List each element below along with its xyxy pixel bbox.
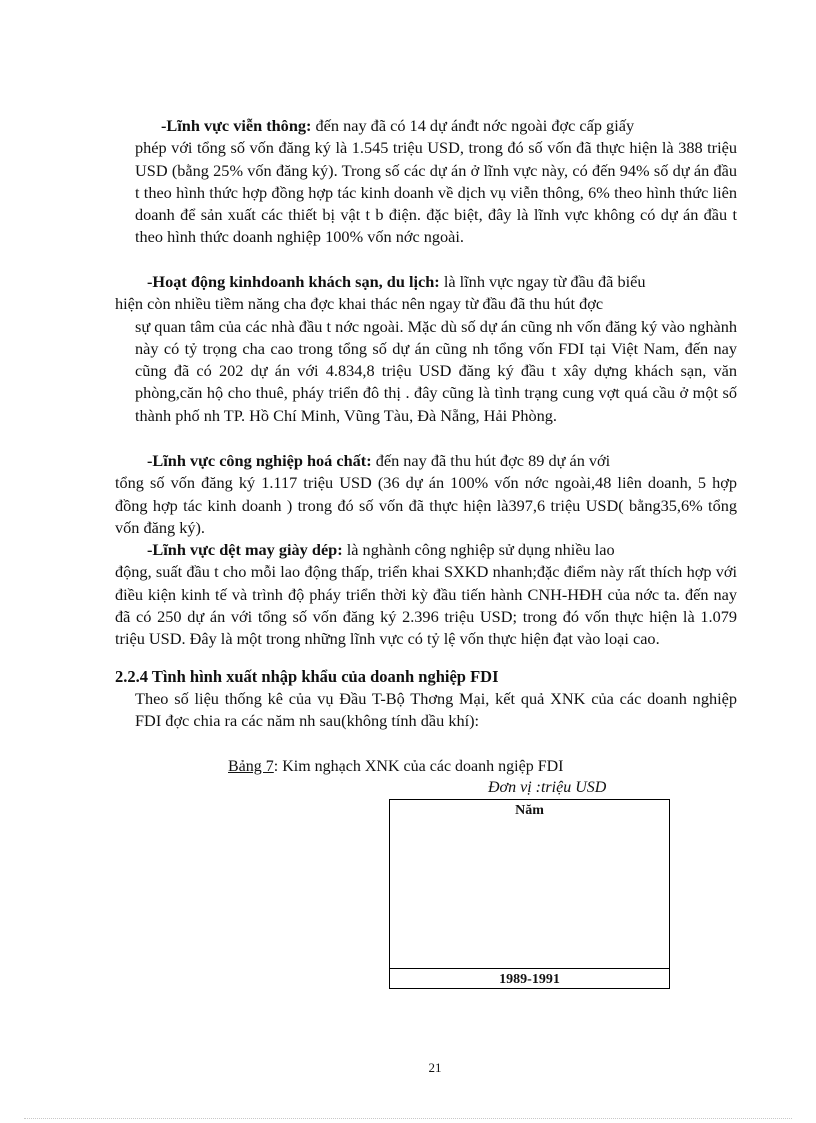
paragraph-text: là lĩnh vực ngay từ đầu đã biểu [443,272,646,291]
paragraph-text: hiện còn nhiều tiềm năng cha đợc khai thác nên ngay từ đầu đã thu hút đợc [115,294,604,314]
paragraph-heading: -Lĩnh vực viễn thông: [161,116,312,135]
paragraph-heading: -Lĩnh vực công nghiệp hoá chất: [147,451,372,470]
paragraph-text: là nghành công nghiệp sử dụng nhiều lao [346,540,615,559]
page-bottom-border [24,1118,792,1119]
table-unit: Đơn vị :triệu USD [488,779,607,796]
paragraph-chemical [115,450,737,539]
paragraph-heading: -Hoạt động kinhdoanh khách sạn, du lịch: [147,272,440,291]
paragraph-text: phép với tổng số vốn đăng ký là 1.545 triệu USD, trong đó số vốn đã thực hiện là 388 triệu USD (bằng 25% vốn đăng ký). Trong số các dự án ở lĩnh vực này, có đến 94% số dự án đầu t theo hình thức hợp đồng hợp tác kinh doanh về dịch vụ viễn thông, 6% theo hình thức liên doanh để sản xuất các thiết bị vật t b điện. đặc biệt, đây là lĩnh vực không có dự án đầu t theo hình thức doanh nghiệp 100% vốn nớc ngoài. [135,138,737,247]
paragraph-textile [115,539,737,650]
section-heading: 2.2.4 Tình hình xuất nhập khẩu của doanh nghiệp FDI [115,667,499,686]
paragraph-text: tổng số vốn đăng ký 1.117 triệu USD (36 dự án 100% vốn nớc ngoài,48 liên doanh, 5 hợp đồng hợp tác kinh doanh ) trong đó số vốn đã thực hiện là397,6 triệu USD( bằng35,6% tổng vốn đăng ký). [115,473,737,537]
paragraph-text: sự quan tâm của các nhà đầu t nớc ngoài. Mặc dù số dự án cũng nh vốn đăng ký vào nghành này có tỷ trọng cha cao trong tổng số dự án cũng nh tổng vốn FDI tại Việt Nam, đến nay cũng đã có 202 dự án với 4.834,8 triệu USD đăng ký đầu t xây dựng khách sạn, văn phòng,căn hộ cho thuê, pháy triển đô thị . đây cũng là tình trạng cung vợt quá cầu ở một số thành phố nh TP. Hồ Chí Minh, Vũng Tàu, Đà Nẵng, Hải Phòng. [135,316,737,425]
paragraph-text: động, suất đầu t cho mỗi lao động thấp, triển khai SXKD nhanh;đặc điểm này rất thích hợp với điều kiện kinh tế và trình độ pháy triển thời kỳ đầu tiến hành CNH-HĐH của nớc ta. đến nay đã có 250 dự án với tổng số vốn đăng ký 2.396 triệu USD; trong đó vốn thực hiện là 1.079 triệu USD. Đây là một trong những lĩnh vực có tỷ lệ vốn thực hiện đạt vào loại cao. [115,562,737,649]
table-caption [228,758,563,776]
table-column-header: Năm [515,803,544,818]
paragraph-heading: -Lĩnh vực dệt may giày dép: [147,540,343,559]
table-row: 1989-1991 [499,972,560,987]
page-number: 21 [428,1060,442,1075]
table-caption-label: Bảng 7 [228,758,274,775]
paragraph-telecom [135,115,737,249]
export-import-table [389,799,670,989]
paragraph-text: đến nay đã thu hút đợc 89 dự án với [375,451,611,470]
table-caption-text: : Kim nghạch XNK của các doanh ngiệp FDI [273,758,564,775]
paragraph-text: đến nay đã có 14 dự ánđt nớc ngoài đợc cấp giấy [315,116,635,135]
table-row-divider [390,968,669,969]
paragraph-hotel-tourism [115,271,737,427]
section-intro-text: Theo số liệu thống kê của vụ Đầu T-Bộ Thơng Mại, kết quả XNK của các doanh nghiệp FDI đợc chia ra các năm nh sau(không tính dầu khí): [135,689,737,731]
